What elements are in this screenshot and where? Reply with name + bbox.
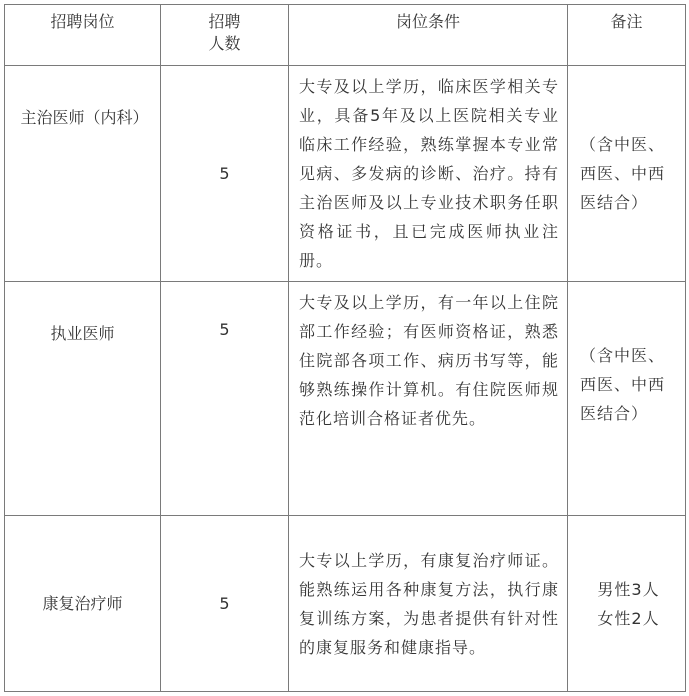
conditions-cell: 大专以上学历，有康复治疗师证。能熟练运用各种康复方法，执行康复训练方案，为患者提供有针对性的康复服务和健康指导。	[289, 516, 568, 692]
header-count	[161, 5, 289, 66]
header-remarks: 备注	[568, 5, 686, 66]
header-position: 招聘岗位	[5, 5, 161, 66]
position-cell: 康复治疗师	[5, 516, 161, 692]
remarks-cell: （含中医、西医、中西医结合）	[568, 66, 686, 282]
recruitment-table	[4, 4, 686, 692]
count-cell: 5	[161, 66, 289, 282]
header-count-line2: 人数	[208, 34, 241, 53]
remarks-male: 男性3人	[597, 579, 660, 599]
conditions-cell: 大专及以上学历，临床医学相关专业，具备5年及以上医院相关专业临床工作经验，熟练掌握本专业常见病、多发病的诊断、治疗。持有主治医师及以上专业技术职务任职资格证书，且已完成医师执业注册。	[289, 66, 568, 282]
table-row	[5, 282, 686, 516]
position-cell: 执业医师	[5, 282, 161, 516]
table-row	[5, 66, 686, 282]
count-cell: 5	[161, 516, 289, 692]
header-row	[5, 5, 686, 66]
count-cell: 5	[161, 282, 289, 516]
table-row	[5, 516, 686, 692]
remarks-cell: （含中医、西医、中西医结合）	[568, 282, 686, 516]
header-conditions: 岗位条件	[289, 5, 568, 66]
remarks-cell	[568, 516, 686, 692]
position-text: 主治医师（内科）	[20, 108, 149, 127]
conditions-cell: 大专及以上学历，有一年以上住院部工作经验；有医师资格证，熟悉住院部各项工作、病历书写等，能够熟练操作计算机。有住院医师规范化培训合格证者优先。	[289, 282, 568, 516]
remarks-female: 女性2人	[597, 608, 660, 628]
position-cell	[5, 66, 161, 282]
header-count-line1: 招聘	[208, 12, 241, 31]
